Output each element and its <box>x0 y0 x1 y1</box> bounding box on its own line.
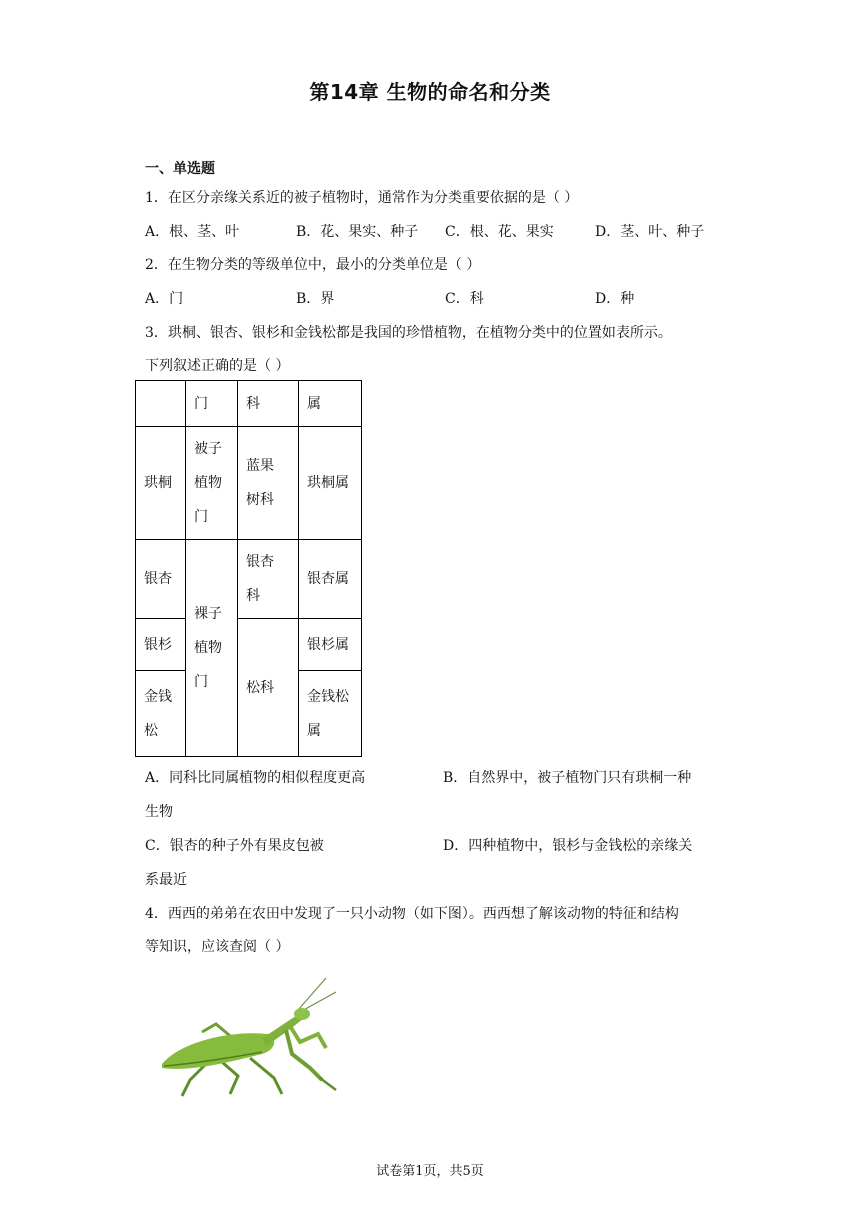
cell-text-line: 植物 <box>194 640 222 656</box>
q2-option-d[interactable]: D．种 <box>595 291 635 307</box>
table-header-family: 科 <box>238 381 299 427</box>
q3-option-b[interactable]: B．自然界中，被子植物门只有珙桐一种 <box>443 770 692 786</box>
cell-text-line: 松 <box>144 722 158 739</box>
table-cell-angiosperm-phylum <box>186 427 238 540</box>
cell-text-line: 金钱 <box>144 688 172 705</box>
cell-text-line: 金钱松 <box>307 688 349 705</box>
table-cell-pseudolarix-genus <box>299 671 362 757</box>
question-3-stem-line2: 下列叙述正确的是（ ） <box>145 358 290 374</box>
table-header-empty <box>136 381 186 427</box>
table-header-phylum: 门 <box>186 381 238 427</box>
foreleg-1 <box>290 1026 326 1048</box>
q3-option-d-continued: 系最近 <box>145 872 187 888</box>
q3-option-c[interactable]: C．银杏的种子外有果皮包被 <box>145 838 324 854</box>
q2-option-a[interactable]: A．门 <box>145 291 184 307</box>
cell-text-line: 科 <box>246 588 260 604</box>
question-4-stem-line2: 等知识，应该查阅（ ） <box>145 939 290 955</box>
table-cell-ginkgoaceae <box>238 540 299 619</box>
table-cell-jinqiansong <box>136 671 186 757</box>
mid-leg-2 <box>250 1058 282 1094</box>
cell-text-line: 植物 <box>194 475 222 491</box>
q1-option-c[interactable]: C．根、花、果实 <box>445 224 554 240</box>
q3-option-d[interactable]: D．四种植物中，银杉与金钱松的亲缘关 <box>443 838 693 854</box>
question-4-stem-line1: 4．西西的弟弟在农田中发现了一只小动物（如下图）。西西想了解该动物的特征和结构 <box>145 906 679 922</box>
table-cell-nyssaceae <box>238 427 299 540</box>
cell-text-line: 门 <box>194 509 208 525</box>
foreleg-2 <box>286 1030 322 1080</box>
page-footer: 试卷第1页，共5页 <box>376 1164 484 1179</box>
q1-option-d[interactable]: D．茎、叶、种子 <box>595 224 705 240</box>
q1-option-a[interactable]: A．根、茎、叶 <box>145 224 240 240</box>
page-title: 第14章 生物的命名和分类 <box>309 80 551 104</box>
table-cell-cathaya-genus: 银杉属 <box>299 619 362 671</box>
cell-text-line: 树科 <box>246 492 274 508</box>
cell-text-line: 属 <box>307 722 321 739</box>
table-cell-davidia-genus: 珙桐属 <box>299 427 362 540</box>
mantis-head <box>294 1008 310 1020</box>
cell-text-line: 蓝果 <box>246 458 274 474</box>
cell-text-line: 门 <box>194 674 208 690</box>
classification-table <box>135 380 362 757</box>
table-cell-yinxing: 银杏 <box>136 540 186 619</box>
q3-option-b-continued: 生物 <box>145 804 173 820</box>
q3-option-a[interactable]: A．同科比同属植物的相似程度更高 <box>145 770 366 786</box>
q2-option-c[interactable]: C．科 <box>445 291 484 307</box>
q1-option-b[interactable]: B．花、果实、种子 <box>296 224 419 240</box>
table-cell-yinshan: 银杉 <box>136 619 186 671</box>
foreleg-tip <box>320 1078 336 1090</box>
cell-text-line: 银杏 <box>246 554 274 570</box>
table-cell-pinaceae: 松科 <box>238 619 299 757</box>
q2-option-b[interactable]: B．界 <box>296 291 335 307</box>
table-cell-gymnosperm-phylum <box>186 540 238 757</box>
question-2-stem: 2．在生物分类的等级单位中，最小的分类单位是（ ） <box>145 257 481 273</box>
cell-text-line: 裸子 <box>194 606 222 622</box>
question-3-stem-line1: 3．珙桐、银杏、银杉和金钱松都是我国的珍惜植物，在植物分类中的位置如表所示。 <box>145 325 672 341</box>
table-header-genus: 属 <box>299 381 362 427</box>
table-cell-ginkgo-genus: 银杏属 <box>299 540 362 619</box>
hind-leg-2 <box>222 1062 238 1094</box>
question-1-stem: 1．在区分亲缘关系近的被子植物时，通常作为分类重要依据的是（ ） <box>145 190 579 206</box>
mantis-image <box>150 972 360 1102</box>
table-cell-gongtong: 珙桐 <box>136 427 186 540</box>
section-heading: 一、单选题 <box>145 161 215 177</box>
cell-text-line: 被子 <box>194 441 222 457</box>
